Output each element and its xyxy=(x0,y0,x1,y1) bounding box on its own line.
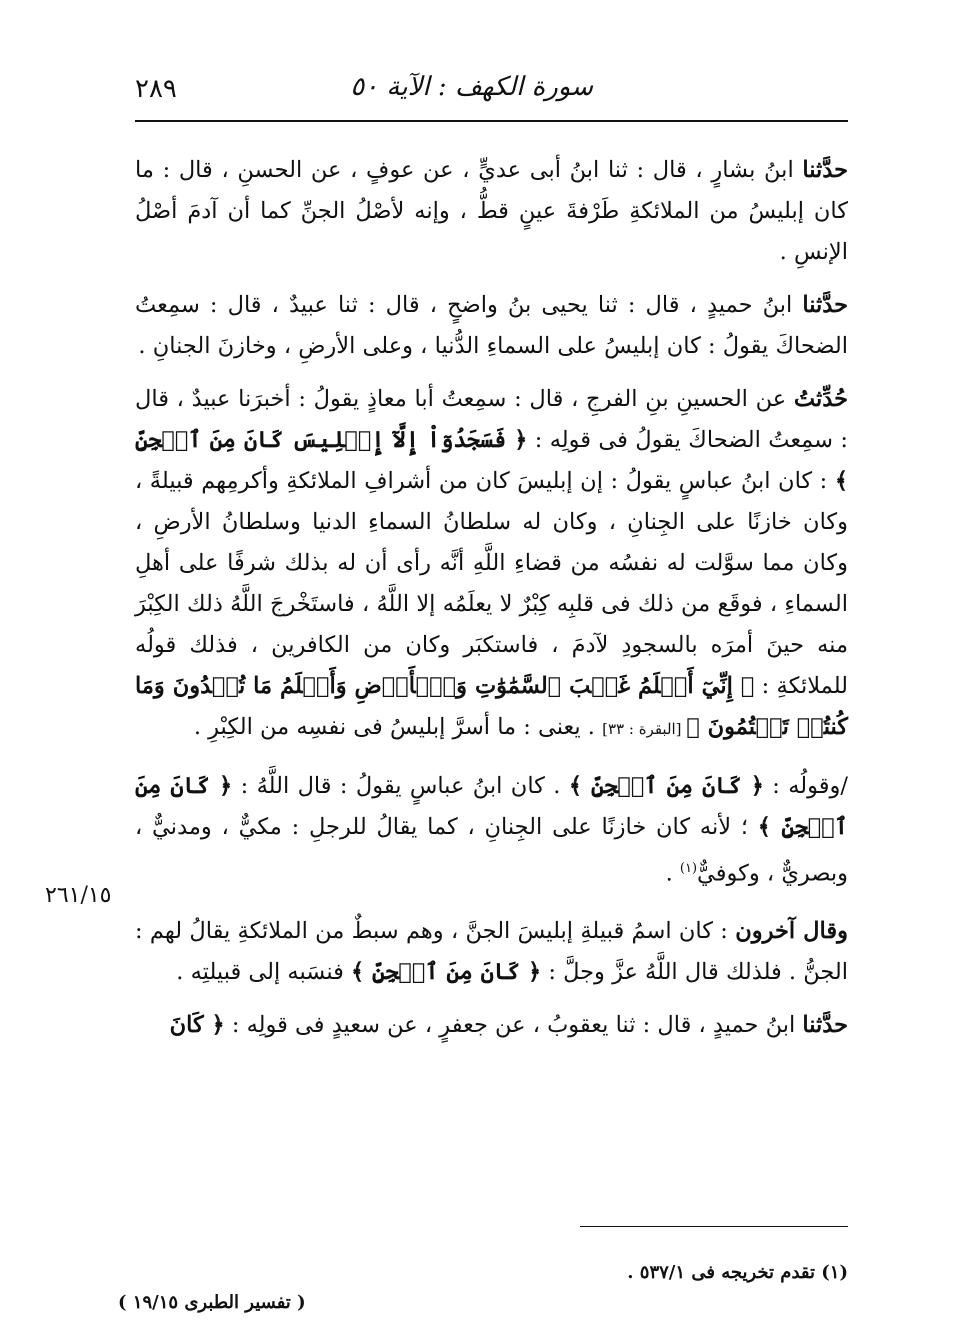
paragraph-text: ابنُ حميدٍ ، قال : ثنا يحيى بنُ واضحٍ ، قال : ثنا عبيدٌ ، قال : سمِعتُ الضحاكَ يقولُ : كان إبليسُ على السماءِ الدُّنيا ، وعلى الأرضِ ، وخازنَ الجنانِ . xyxy=(135,292,848,359)
paragraph-1 xyxy=(135,150,848,273)
paragraph-text: : كان ابنُ عباسٍ يقولُ : إن إبليسَ كان من أشرافِ الملائكةِ وأكرمِهم قبيلةً ، وكان خازنًا على الجِنانِ ، وكان له سلطانُ السماءِ الدنيا وسلطانُ الأرضِ ، وكان مما سوَّلت له نفسُه من قضاءِ اللَّهِ أنَّه رأى أن له بذلك شرفًا على أهلِ السماءِ ، فوقَع من ذلك فى قلبِه كِبْرٌ لا يعلَمُه إلا اللَّهُ ، فاستَخْرجَ اللَّهُ ذلك الكِبْرَ منه حينَ أمرَه بالسجودِ لآدمَ ، فاستكبَر وكان من الكافرين ، فذلك قولُه للملائكةِ : xyxy=(135,468,848,699)
paragraph-text: ابنُ بشارٍ ، قال : ثنا ابنُ أبى عديٍّ ، عن عوفٍ ، عن الحسنِ ، قال : ما كان إبليسُ من الملائكةِ طَرْفةَ عينٍ قطُّ ، وإنه لأصْلُ الجنِّ كما أن آدمَ أصْلُ الإنسِ . xyxy=(135,157,848,265)
page-number: ٢٨٩ xyxy=(135,74,177,104)
header-rule xyxy=(135,120,848,122)
paragraph-text: . xyxy=(665,860,680,887)
paragraph-text: . كان ابنُ عباسٍ يقولُ : قال اللَّهُ : xyxy=(232,773,569,799)
footnote-marker[interactable]: (١) xyxy=(679,861,698,876)
paragraph-text: ؛ لأنه كان خازنًا على الجِنانِ ، كما يقالُ للرجلِ : مكيٌّ ، ومدنيٌّ ، وبصريٌّ ، وكوفيٌّ xyxy=(135,814,848,887)
quran-quote: ﴿ فَسَجَدُوٓاْ إِلَّآ إِبۡلِيسَ كَانَ مِنَ ٱلۡجِنِّ ﴾ xyxy=(135,427,848,494)
paragraph-lead: حُدِّثتُ xyxy=(793,386,848,412)
paragraph-2 xyxy=(135,285,848,367)
paragraph-6 xyxy=(135,1005,848,1046)
page-body xyxy=(135,150,848,1058)
quran-quote: ﴿ كَانَ مِنَ ٱلۡجِنِّ ﴾ xyxy=(351,958,542,985)
paragraph-text: عن الحسينِ بنِ الفرجِ ، قال : سمِعتُ أبا معاذٍ يقولُ : أخبرَنا عبيدٌ ، قال : سمِعتُ الضحاكَ يقولُ فى قولِه : xyxy=(135,386,848,453)
paragraph-lead: حدَّثنا xyxy=(802,1011,848,1038)
running-title: سورة الكهف : الآية ٥٠ xyxy=(350,72,593,102)
quran-quote: ﴿ كَانَ xyxy=(169,1011,225,1038)
paragraph-3 xyxy=(135,379,848,750)
page-header xyxy=(135,70,848,110)
paragraph-lead: وقال آخرون xyxy=(735,917,848,944)
paragraph-4 xyxy=(135,766,848,895)
quran-quote: ﴿ كَانَ مِنَ ٱلۡجِنِّ ﴾ xyxy=(135,773,848,840)
verse-reference: [البقرة : ٣٣] xyxy=(602,720,687,738)
paragraph-text: فنسَبه إلى قبيلتِه . xyxy=(176,958,352,985)
paragraph-text: . يعنى : ما أسرَّ إبليسُ فى نفسِه من الكِبْرِ . xyxy=(193,714,603,740)
footnote: (١) تقدم تخريجه فى ٥٣٧/١ . xyxy=(627,1262,848,1283)
bottom-signature: ( تفسير الطبرى ١٩/١٥ ) xyxy=(118,1292,306,1313)
margin-reference: ٢٦١/١٥ xyxy=(45,883,112,908)
paragraph-lead: حدَّثنا xyxy=(802,292,848,318)
footnote-rule xyxy=(580,1226,848,1227)
paragraph-5 xyxy=(135,911,848,993)
paragraph-text: /وقولُه : xyxy=(763,773,848,799)
quran-quote: ﴿ كَانَ مِنَ ٱلۡجِنِّ ﴾ xyxy=(568,773,764,799)
paragraph-text: ابنُ حميدٍ ، قال : ثنا يعقوبُ ، عن جعفرٍ ، عن سعيدٍ فى قولِه : xyxy=(224,1011,803,1038)
paragraph-lead: حدَّثنا xyxy=(802,157,848,183)
paragraph-text: : كان اسمُ قبيلةِ إبليسَ الجنَّ ، وهم سبطٌ من الملائكةِ يقالُ لهم : الجنُّ . فلذلك قال اللَّهُ عزَّ وجلَّ : xyxy=(135,917,848,985)
quran-quote: ﴿ إِنِّيٓ أَعۡلَمُ غَيۡبَ ٱلسَّمَٰوَٰتِ وَٱلۡأَرۡضِ وَأَعۡلَمُ مَا تُبۡدُونَ وَمَا كُنتُمۡ تَكۡتُمُونَ ﴾ xyxy=(135,673,848,740)
